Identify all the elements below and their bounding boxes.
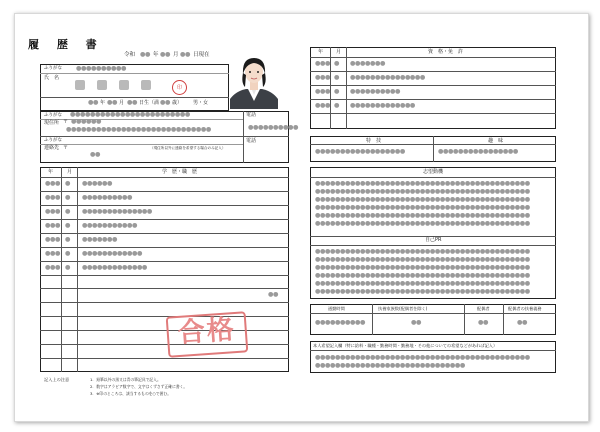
commute-time-label: 通勤時間 (328, 306, 345, 311)
motivation-text-line: ●●●●●●●●●●●●●●●●●●●●●●●●●●●●●●●●●●●●●●●●●●● (315, 180, 530, 187)
page-title: 履 歴 書 (28, 38, 104, 51)
licenses-month-header: 月 (336, 49, 342, 55)
dob-month-placeholder: ●● (107, 99, 117, 106)
history-end-mark: ●● (268, 291, 278, 298)
id-photo (230, 49, 278, 109)
history-row-text: ●●●●●● (82, 180, 112, 187)
date-month-label: 月 (173, 52, 179, 58)
address-placeholder: ●●●●●●●●●●●●●●●●●●●●●●●●●●●●● (66, 126, 211, 133)
hobby-placeholder: ●●●●●●●●●●●●●●●● (438, 148, 518, 155)
date-era: 令和 (124, 52, 136, 58)
phone-label: 電話 (246, 112, 257, 118)
sex-option: 男・女 (193, 100, 209, 106)
furigana-label: ふりがな (44, 66, 62, 71)
motivation-title: 志望動機 (423, 169, 444, 175)
name-char-placeholder (97, 80, 107, 90)
history-year-header: 年 (48, 169, 54, 175)
license-row-text: ●●●●●●● (350, 60, 385, 67)
spouse-label: 配偶者 (477, 306, 490, 311)
licenses-year-header: 年 (318, 49, 324, 55)
request-title: 本人希望記入欄（特に給料・職種・勤務時間・勤務地・その他についての希望などがあれば記入） (313, 343, 498, 348)
date-year-placeholder: ●● (140, 51, 150, 58)
license-row-month: ● (334, 60, 339, 67)
name-char-placeholder (119, 80, 129, 90)
self-pr-title: 自己PR (425, 237, 442, 243)
dependents-placeholder: ●● (411, 319, 421, 326)
hobby-label: 趣 味 (488, 138, 504, 144)
age-placeholder: ●● (160, 99, 170, 106)
skills-placeholder: ●●●●●●●●●●●●●●●●●● (315, 148, 405, 155)
notes-label: 記入上の注意 (44, 377, 70, 382)
name-char-placeholder (75, 80, 85, 90)
spouse-placeholder: ●● (478, 319, 488, 326)
name-label: 氏 名 (44, 75, 60, 81)
history-row-month: ● (65, 180, 70, 187)
history-month-header: 月 (67, 169, 73, 175)
request-text-line: ●●●●●●●●●●●●●●●●●●●●●●●●●●●●●●●●●●●●●●●●●●● (315, 354, 530, 361)
commute-time-placeholder: ●●●●●●●●●● (315, 319, 365, 326)
skills-label: 特 技 (366, 138, 382, 144)
contact-placeholder: ●● (90, 151, 100, 158)
spouse-support-placeholder: ●● (517, 319, 527, 326)
address-label: 現住所 (44, 120, 60, 126)
dob-year-placeholder: ●● (88, 99, 98, 106)
address-furigana-placeholder: ●●●●●●●●●●●●●●●●●●●●●●●● (70, 111, 190, 118)
name-seal: 印 (172, 80, 187, 95)
dob-day-placeholder: ●● (127, 99, 137, 106)
contact-note: （現住所以外に連絡を希望する場合のみ記入） (150, 146, 226, 150)
date-day-label: 日現在 (193, 52, 210, 58)
spouse-support-label: 配偶者の扶養義務 (508, 306, 542, 311)
history-title-header: 学 歴・職 歴 (162, 169, 198, 175)
history-row-year: ●●● (45, 180, 60, 187)
pass-stamp: 合格 (166, 311, 249, 357)
dependents-label: 扶養家族数(配偶者を除く) (378, 306, 428, 311)
furigana-placeholder: ●●●●●●●●●● (76, 65, 126, 72)
contact-label: 連絡先 (44, 145, 60, 151)
postal-placeholder: ●●●●●● (71, 118, 101, 125)
date-year-label: 年 (153, 52, 159, 58)
license-row-year: ●●● (315, 60, 330, 67)
date-day-placeholder: ●● (180, 51, 190, 58)
licenses-title-header: 資 格・免 許 (428, 49, 464, 55)
self-pr-text-line: ●●●●●●●●●●●●●●●●●●●●●●●●●●●●●●●●●●●●●●●●●●● (315, 248, 530, 255)
phone-placeholder: ●●●●●●●●●● (248, 124, 298, 131)
phone-label-2: 電話 (246, 138, 257, 144)
name-char-placeholder (141, 80, 151, 90)
date-month-placeholder: ●● (160, 51, 170, 58)
